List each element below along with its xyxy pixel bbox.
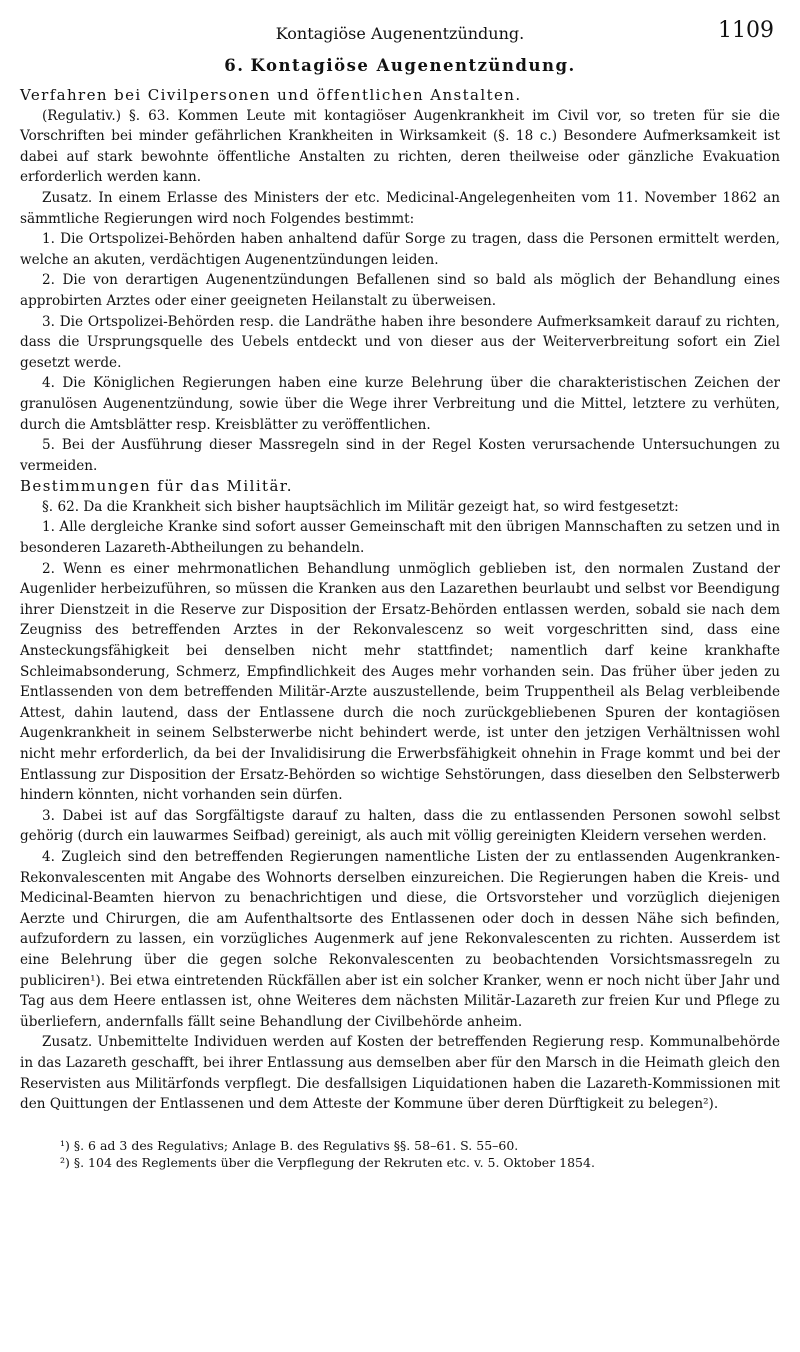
running-title: Kontagiöse Augenentzündung. xyxy=(275,24,525,43)
page-number: 1109 xyxy=(718,18,774,43)
section-number: 6. xyxy=(224,56,245,75)
list-item: 4. Die Königlichen Regierungen haben eine kurze Belehrung über die charakteristischen Zeichen der granulösen Augenentzündung, sowie über die Wege ihrer Verbreitung und die Mittel, letztere zu verhüten, durch die Amtsblätter resp. Kreisblätter zu veröffentlichen. xyxy=(20,375,780,433)
footnote: ¹) §. 6 ad 3 des Regulativs; Anlage B. des Regulativs §§. 58–61. S. 55–60. xyxy=(60,1137,519,1153)
list-item: 3. Dabei ist auf das Sorgfältigste darauf zu halten, dass die zu entlassenden Personen sowohl selbst gehörig (durch ein lauwarmes Seifbad) gereinigt, als auch mit völlig gereinigten Kleidern versehen werden. xyxy=(20,807,780,845)
list-item: 3. Die Ortspolizei-Behörden resp. die Landräthe haben ihre besondere Aufmerksamkeit darauf zu richten, dass die Ursprungsquelle des Uebels entdeckt und von dieser aus der Weiterverbreitung sofort ein Ziel gesetzt werde. xyxy=(20,313,780,371)
paragraph: Zusatz. In einem Erlasse des Ministers der etc. Medicinal-Angelegenheiten vom 11. November 1862 an sämmtliche Regierungen wird noch Folgendes bestimmt: xyxy=(20,189,780,227)
list-item: 4. Zugleich sind den betreffenden Regierungen namentliche Listen der zu entlassenden Augenkranken-Rekonvalescenten mit Angabe des Wohnorts derselben einzureichen. Die Regierungen haben die Kreis- und Medicinal-Beamten hiervon zu benachrichtigen und diese, die Ortsvorsteher und vorzüglich diejenigen Aerzte und Chirurgen, die am Aufenthaltsorte des Entlassenen oder doch in dessen Nähe sich befinden, aufzufordern zu lassen, ein vorzügliches Augenmerk auf jene Rekonvalescenten zu richten. Ausserdem ist eine Belehrung über die gegen solche Rekonvalescenten zu beobachtenden Vorsichtsmassregeln zu publiciren¹). Bei etwa eintretenden Rückfällen aber ist ein solcher Kranker, wenn er noch nicht über Jahr und Tag aus dem Heere entlassen ist, ohne Weiteres dem nächsten Militär-Lazareth zur freien Kur und Pflege zu überliefern, andernfalls fällt seine Behandlung der Civilbehörde anheim. xyxy=(20,848,780,1030)
list-item: 5. Bei der Ausführung dieser Massregeln sind in der Regel Kosten verursachende Untersuchungen zu vermeiden. xyxy=(20,437,780,474)
page-header xyxy=(20,18,780,46)
section-title xyxy=(20,56,780,75)
subheading-military: Bestimmungen für das Militär. xyxy=(20,477,293,496)
list-item: 1. Die Ortspolizei-Behörden haben anhaltend dafür Sorge zu tragen, dass die Personen ermittelt werden, welche an akuten, verdächtigen Augenentzündungen leiden. xyxy=(20,231,780,268)
paragraph: Zusatz. Unbemittelte Individuen werden auf Kosten der betreffenden Regierung resp. Kommunalbehörde in das Lazareth geschafft, bei ihrer Entlassung aus demselben aber für den Marsch in die Heimath gleich den Reservisten aus Militärfonds verpflegt. Die desfallsigen Liquidationen haben die Lazareth-Kommissionen mit den Quittungen der Entlassenen und dem Atteste der Kommune über deren Dürftigkeit zu belegen²). xyxy=(20,1034,780,1113)
list-item: 2. Wenn es einer mehrmonatlichen Behandlung unmöglich geblieben ist, den normalen Zustand der Augenlider herbeizuführen, so müssen die Kranken aus den Lazarethen beurlaubt und selbst vor Beendigung ihrer Dienstzeit in die Reserve zur Disposition der Ersatz-Behörden entlassen werden, sobald sie nach dem Zeugniss des betreffenden Arztes in der Rekonvalescenz so weit vorgeschritten sind, dass eine Ansteckungsfähigkeit bei denselben nicht mehr stattfindet; namentlich darf keine krankhafte Schleimabsonderung, Schmerz, Empfindlichkeit des Auges mehr vorhanden sein. Das früher über jeden zu Entlassenden von dem betreffenden Militär-Arzte auszustellende, beim Truppentheil als Belag verbleibende Attest, dahin lautend, dass der Entlassene durch die noch zurückgebliebenen Spuren der kontagiösen Augenkrankheit in seinem Selbsterwerbe nicht behindert werde, ist unter den jetzigen Verhältnissen wohl nicht mehr erforderlich, da bei der Invalidisirung die Erwerbsfähigkeit ohnehin in Frage kommt und bei der Entlassung zur Disposition der Ersatz-Behörden so wichtige Sehstörungen, dass dieselben den Selbsterwerb hindern könnten, nicht vorhanden sein dürfen. xyxy=(20,560,780,804)
list-item: 1. Alle dergleiche Kranke sind sofort ausser Gemeinschaft mit den übrigen Mannschaften zu setzen und in besonderen Lazareth-Abtheilungen zu behandeln. xyxy=(20,519,780,557)
section-heading: Kontagiöse Augenentzündung. xyxy=(250,56,576,75)
subheading-civil: Verfahren bei Civilpersonen und öffentlichen Anstalten. xyxy=(20,86,522,104)
paragraph: (Regulativ.) §. 63. Kommen Leute mit kontagiöser Augenkrankheit im Civil vor, so treten für sie die Vorschriften bei minder gefährlichen Krankheiten in Wirksamkeit (§. 18 c.) Besondere Aufmerksamkeit ist dabei auf stark bewohnte öffentliche Anstalten zu richten, deren theilweise oder gänzliche Evakuation erforderlich werden kann. xyxy=(20,107,780,186)
list-item: 2. Die von derartigen Augenentzündungen Befallenen sind so bald als möglich der Behandlung eines approbirten Arztes oder einer geeigneten Heilanstalt zu überweisen. xyxy=(20,272,780,309)
paragraph: §. 62. Da die Krankheit sich bisher hauptsächlich im Militär gezeigt hat, so wird festgesetzt: xyxy=(42,498,679,515)
body-text xyxy=(20,85,780,1115)
footnotes xyxy=(20,1137,780,1171)
footnote: ²) §. 104 des Reglements über die Verpflegung der Rekruten etc. v. 5. Oktober 1854. xyxy=(60,1154,595,1170)
